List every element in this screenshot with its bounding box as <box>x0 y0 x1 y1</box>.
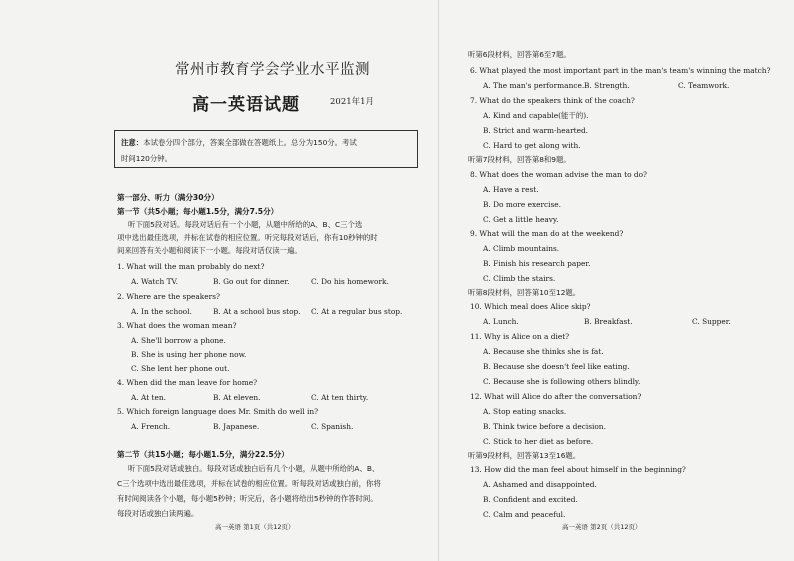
section1-instr-1: 听下面5段对话。每段对话后有一个小题，从题中所给的A、B、C三个选 <box>128 220 363 229</box>
q12-option-a: A. Stop eating snacks. <box>483 407 567 416</box>
section2-instr-4: 每段对话或独白读两遍。 <box>117 509 199 518</box>
right-line-16: 听第8段材料，回答第10至12题。 <box>468 288 581 297</box>
question-3: 3. What does the woman mean? <box>117 321 237 330</box>
section2-title: 第二节（共15小题；每小题1.5分，满分22.5分） <box>117 450 289 459</box>
q3-option-b: B. She is using her phone now. <box>131 350 247 359</box>
q6-option-b: B. Strength. <box>584 81 630 90</box>
part1-title: 第一部分、听力（满分30分） <box>117 193 219 202</box>
notice-text-1: 本试卷分四个部分，答案全部做在答题纸上。总分为150分。考试 <box>143 138 357 147</box>
q7-option-b: B. Strict and warm-hearted. <box>483 126 589 135</box>
question-8: 8. What does the woman advise the man to do? <box>470 170 648 179</box>
question-9: 9. What will the man do at the weekend? <box>470 229 624 238</box>
q8-option-b: B. Do more exercise. <box>483 200 562 209</box>
question-12: 12. What will Alice do after the conversation? <box>470 392 642 401</box>
right-line-0: 听第6段材料，回答第6至7题。 <box>468 50 571 59</box>
q13-option-c: C. Calm and peaceful. <box>483 510 566 519</box>
question-1: 1. What will the man probably do next? <box>117 262 265 271</box>
exam-date: 2021年1月 <box>330 97 375 107</box>
question-11: 11. Why is Alice on a diet? <box>470 332 570 341</box>
notice-box <box>114 130 418 168</box>
q12-option-b: B. Think twice before a decision. <box>483 422 606 431</box>
q3-option-c: C. She lent her phone out. <box>131 364 230 373</box>
section1-instr-3: 间来回答有关小题和阅读下一小题。每段对话仅读一遍。 <box>117 246 302 255</box>
q11-option-a: A. Because she thinks she is fat. <box>483 347 604 356</box>
question-7: 7. What do the speakers think of the coach? <box>470 96 635 105</box>
q7-option-c: C. Hard to get along with. <box>483 141 581 150</box>
right-page-footer: 高一英语 第2页（共12页） <box>562 523 642 531</box>
q11-option-b: B. Because she doesn't feel like eating. <box>483 362 630 371</box>
q1-option-b: B. Go out for dinner. <box>213 277 290 286</box>
q5-option-a: A. French. <box>131 422 171 431</box>
q7-option-a: A. Kind and capable(能干的). <box>483 111 589 120</box>
q9-option-b: B. Finish his research paper. <box>483 259 591 268</box>
q1-option-a: A. Watch TV. <box>131 277 178 286</box>
question-5: 5. Which foreign language does Mr. Smith do well in? <box>117 407 319 416</box>
section1-instr-2: 项中选出最佳选项，并标在试卷的相应位置。听完每段对话后，你有10秒钟的时 <box>117 233 378 242</box>
q3-option-a: A. She'll borrow a phone. <box>131 336 226 345</box>
q2-option-b: B. At a school bus stop. <box>213 307 301 316</box>
q10-option-c: C. Supper. <box>692 317 731 326</box>
question-2: 2. Where are the speakers? <box>117 292 220 301</box>
notice-line-2: 时间120分钟。 <box>121 154 173 163</box>
section2-instr-2: C三个选项中选出最佳选项，并标在试卷的相应位置。听每段对话或独白前，你将 <box>117 479 381 488</box>
question-10: 10. Which meal does Alice skip? <box>470 302 591 311</box>
org-title: 常州市教育学会学业水平监测 <box>175 62 370 78</box>
right-line-7: 听第7段材料，回答第8和9题。 <box>468 155 571 164</box>
q8-option-c: C. Get a little heavy. <box>483 215 559 224</box>
q4-option-c: C. At ten thirty. <box>311 393 369 402</box>
q4-option-a: A. At ten. <box>131 393 167 402</box>
section2-instr-1: 听下面5段对话或独白。每段对话或独白后有几个小题，从题中所给的A、B、 <box>128 464 380 473</box>
notice-line-1 <box>121 137 357 148</box>
section2-instr-3: 有时间阅读各个小题，每小题5秒钟；听完后，各小题将给出5秒钟的作答时间。 <box>117 494 378 503</box>
question-4: 4. When did the man leave for home? <box>117 378 258 387</box>
q1-option-c: C. Do his homework. <box>311 277 389 286</box>
q4-option-b: B. At eleven. <box>213 393 261 402</box>
right-page <box>438 0 794 561</box>
q6-option-c: C. Teamwork. <box>678 81 730 90</box>
exam-title: 高一英语试题 <box>192 95 300 115</box>
q5-option-b: B. Japanese. <box>213 422 260 431</box>
section1-title: 第一节（共5小题；每小题1.5分，满分7.5分） <box>117 207 279 216</box>
q6-option-a: A. The man's performance. <box>483 81 585 90</box>
q2-option-a: A. In the school. <box>131 307 192 316</box>
q9-option-a: A. Climb mountains. <box>483 244 560 253</box>
question-13: 13. How did the man feel about himself in the beginning? <box>470 465 686 474</box>
q5-option-c: C. Spanish. <box>311 422 354 431</box>
q8-option-a: A. Have a rest. <box>483 185 539 194</box>
q13-option-b: B. Confident and excited. <box>483 495 578 504</box>
q13-option-a: A. Ashamed and disappointed. <box>483 480 597 489</box>
q10-option-a: A. Lunch. <box>483 317 519 326</box>
right-line-27: 听第9段材料，回答第13至16题。 <box>468 451 581 460</box>
q9-option-c: C. Climb the stairs. <box>483 274 556 283</box>
q10-option-b: B. Breakfast. <box>584 317 633 326</box>
q11-option-c: C. Because she is following others blindly. <box>483 377 641 386</box>
left-page-footer: 高一英语 第1页（共12页） <box>215 523 295 531</box>
q2-option-c: C. At a regular bus stop. <box>311 307 403 316</box>
question-6: 6. What played the most important part in the man's team's winning the match? <box>470 66 771 75</box>
notice-label: 注意： <box>121 138 144 147</box>
q12-option-c: C. Stick to her diet as before. <box>483 437 594 446</box>
